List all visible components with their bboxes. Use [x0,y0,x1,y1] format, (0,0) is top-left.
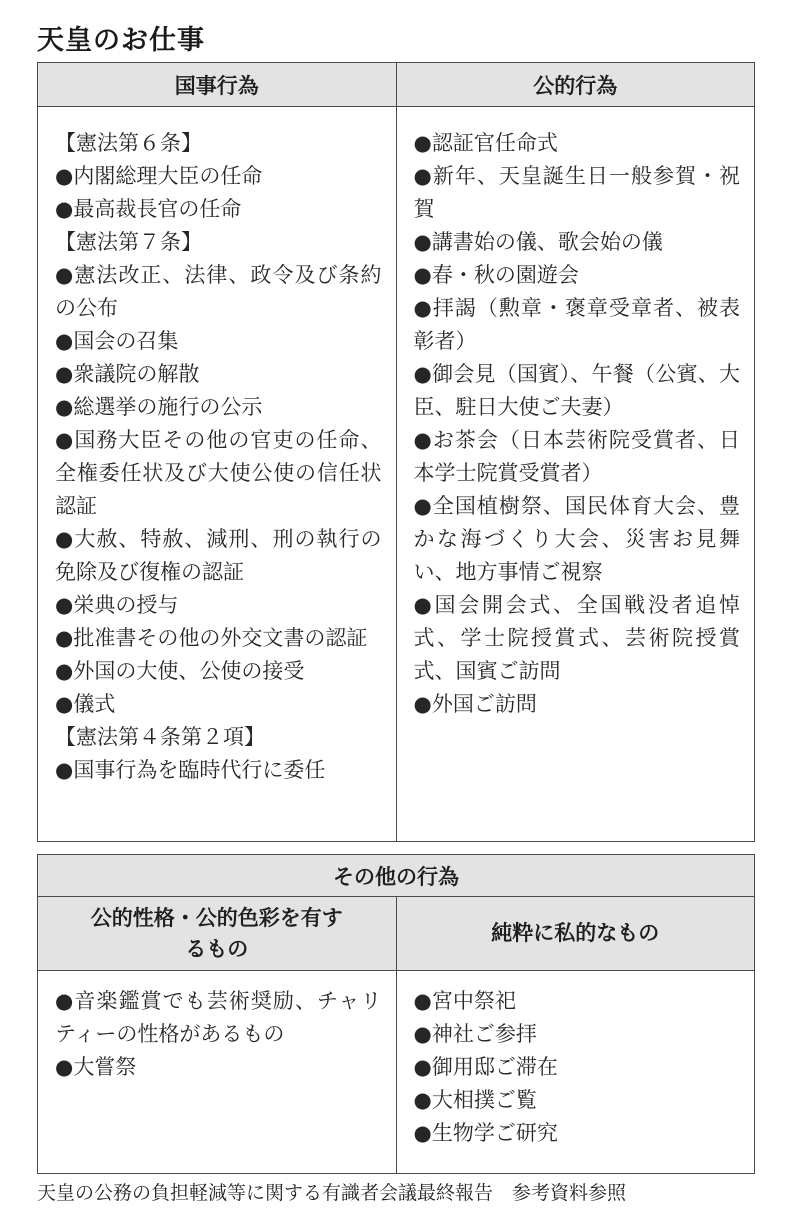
list-item: ●大相撲ご覧 [413,1088,537,1112]
list-item: ●内閣総理大臣の任命 [55,164,263,188]
header-kokuji-koui: 国事行為 [38,63,397,107]
list-item: ●憲法改正、法律、政令及び条約の公布 [55,263,382,320]
list-item: ●総選挙の施行の公示 [55,395,263,419]
subheader-public-character [38,897,397,971]
subheader-public-character-label: 公的性格・公的色彩を有するもの [90,905,343,961]
list-item: ●宮中祭祀 [413,989,516,1013]
list-item: ●国務大臣その他の官吏の任命、全権委任状及び大使公使の信任状認証 [55,428,382,518]
other-acts-table [37,854,755,1174]
list-item: ●御用邸ご滞在 [413,1055,558,1079]
list-item: ●批准書その他の外交文書の認証 [55,626,368,650]
page-title: 天皇のお仕事 [37,25,205,56]
kokuji-koui-table [37,62,755,842]
list-item: ●最高裁長官の任命 [55,197,242,221]
private-list [396,971,755,1174]
list-item: ●大赦、特赦、減刑、刑の執行の免除及び復権の認証 [55,527,382,584]
kouteki-koui-list [396,107,755,842]
list-item: ●お茶会（日本芸術院受賞者、日本学士院賞受賞者） [413,428,740,485]
list-item: 【憲法第４条第２項】 [55,725,265,749]
list-item: ●春・秋の園遊会 [413,263,579,287]
list-item: ●外国の大使、公使の接受 [55,659,305,683]
list-item: ●生物学ご研究 [413,1121,558,1145]
list-item: ●全国植樹祭、国民体育大会、豊かな海づくり大会、災害お見舞い、地方事情ご視察 [413,494,740,584]
list-item: ●大嘗祭 [55,1055,137,1079]
list-item: ●認証官任命式 [413,131,558,155]
source-note: 天皇の公務の負担軽減等に関する有識者会議最終報告 参考資料参照 [37,1182,627,1204]
list-item: ●儀式 [55,692,116,716]
list-item: ●神社ご参拝 [413,1022,537,1046]
list-item: ●国事行為を臨時代行に委任 [55,758,326,782]
list-item: ●国会の召集 [55,329,179,353]
list-item: ●御会見（国賓）、午餐（公賓、大臣、駐日大使ご夫妻） [413,362,740,419]
list-item: ●栄典の授与 [55,593,179,617]
header-kouteki-koui: 公的行為 [396,63,755,107]
list-item: ●衆議院の解散 [55,362,200,386]
public-character-list [38,971,397,1174]
header-other-acts: その他の行為 [38,855,755,897]
kokuji-koui-list [38,107,397,842]
list-item: ●音楽鑑賞でも芸術奨励、チャリティーの性格があるもの [55,989,382,1046]
list-item: ●新年、天皇誕生日一般参賀・祝賀 [413,164,740,221]
list-item: 【憲法第７条】 [55,230,202,254]
list-item: 【憲法第６条】 [55,131,202,155]
list-item: ●国会開会式、全国戦没者追悼式、学士院授賞式、芸術院授賞式、国賓ご訪問 [413,593,740,683]
list-item: ●講書始の儀、歌会始の儀 [413,230,663,254]
list-item: ●拝謁（勲章・褒章受章者、被表彰者） [413,296,740,353]
subheader-private: 純粋に私的なもの [396,897,755,971]
list-item: ●外国ご訪問 [413,692,537,716]
